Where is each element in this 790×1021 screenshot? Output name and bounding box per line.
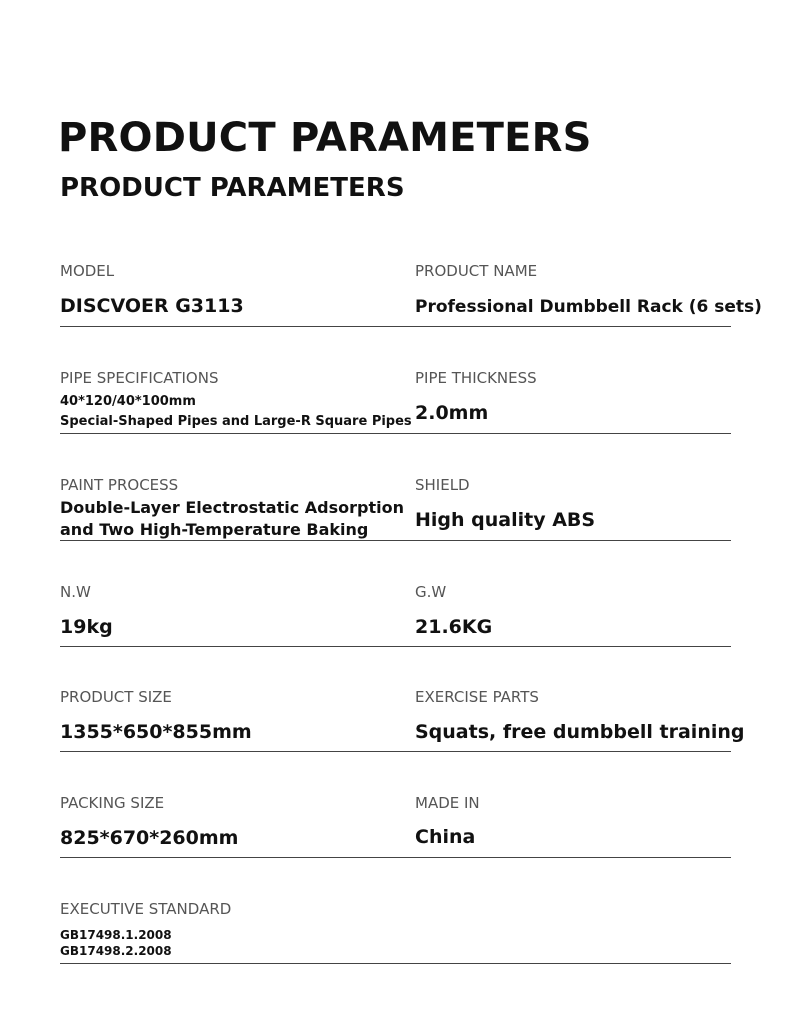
param-label: MADE IN: [415, 794, 480, 812]
param-nw: [60, 583, 400, 639]
page-subtitle: PRODUCT PARAMETERS: [60, 173, 405, 203]
param-value: China: [415, 826, 476, 848]
param-value: 19kg: [60, 616, 113, 638]
param-value: 21.6KG: [415, 616, 493, 638]
param-gw: [415, 583, 730, 639]
param-value: Special-Shaped Pipes and Large-R Square Pipes: [60, 414, 412, 429]
param-value: Squats, free dumbbell training: [415, 721, 745, 743]
divider: [60, 326, 731, 327]
param-label: G.W: [415, 583, 447, 601]
param-packing-size: [60, 794, 400, 850]
param-value: Professional Dumbbell Rack (6 sets): [415, 297, 762, 317]
divider: [60, 433, 731, 434]
param-paint-process: [60, 476, 404, 541]
param-value: High quality ABS: [415, 509, 596, 531]
divider: [60, 857, 731, 858]
divider: [60, 751, 731, 752]
param-value: GB17498.1.2008: [60, 928, 172, 942]
param-label: PIPE THICKNESS: [415, 369, 537, 387]
divider: [60, 540, 731, 541]
param-value: 1355*650*855mm: [60, 721, 252, 743]
param-label: PRODUCT SIZE: [60, 688, 172, 706]
param-made-in: [415, 794, 730, 849]
param-value: 2.0mm: [415, 402, 489, 424]
param-model: [60, 262, 400, 318]
param-value: 40*120/40*100mm: [60, 394, 196, 409]
param-value: DISCVOER G3113: [60, 295, 244, 317]
param-label: MODEL: [60, 262, 115, 280]
param-exercise-parts: [415, 688, 745, 744]
divider: [60, 963, 731, 964]
param-label: EXECUTIVE STANDARD: [60, 900, 232, 918]
param-value: 825*670*260mm: [60, 827, 239, 849]
param-product-size: [60, 688, 400, 744]
param-label: PAINT PROCESS: [60, 476, 179, 494]
param-label: SHIELD: [415, 476, 470, 494]
page-title: PRODUCT PARAMETERS: [58, 115, 592, 161]
param-label: N.W: [60, 583, 91, 601]
param-pipe-thickness: [415, 369, 730, 425]
param-label: PACKING SIZE: [60, 794, 165, 812]
param-value: Double-Layer Electrostatic Adsorption: [60, 498, 404, 517]
param-value: GB17498.2.2008: [60, 944, 172, 958]
divider: [60, 646, 731, 647]
param-shield: [415, 476, 730, 532]
param-label: EXERCISE PARTS: [415, 688, 539, 706]
param-pipe-specifications: [60, 369, 412, 431]
param-executive-standard: [60, 900, 400, 959]
param-label: PIPE SPECIFICATIONS: [60, 369, 219, 387]
param-product-name: [415, 262, 762, 319]
param-label: PRODUCT NAME: [415, 262, 538, 280]
param-value: and Two High-Temperature Baking: [60, 520, 369, 539]
